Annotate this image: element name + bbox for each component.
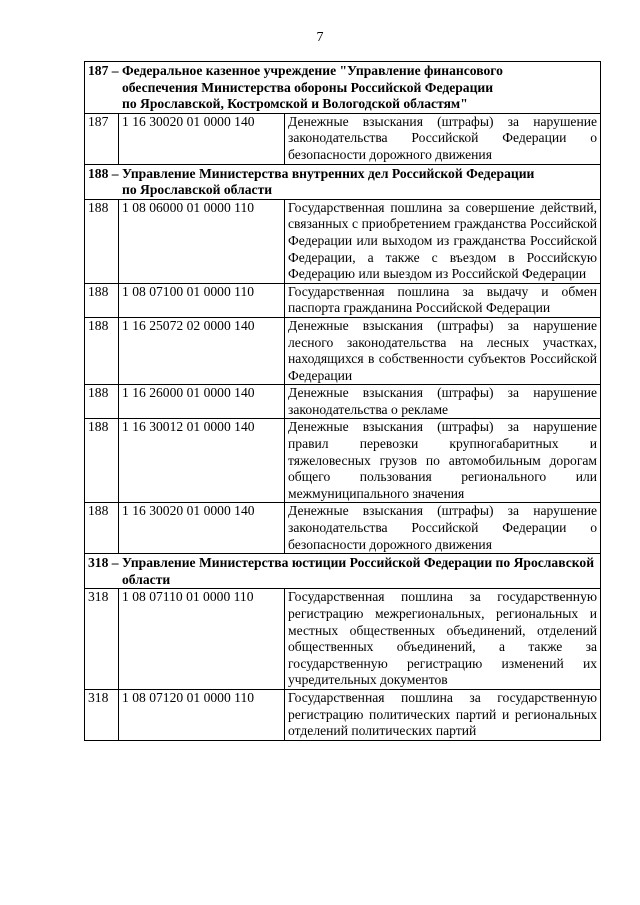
admin-code-cell: 188: [85, 503, 119, 554]
table-row: [85, 385, 601, 419]
admin-code-cell: 188: [85, 199, 119, 283]
section-heading-line: обеспечения Министерства обороны Российской Федерации: [122, 79, 494, 95]
description-cell: Денежные взыскания (штрафы) за нарушение лесного законодательства на лесных участках, находящихся в собственности субъектов Российской Федерации: [285, 317, 601, 384]
kbk-cell: 1 08 07120 01 0000 110: [119, 689, 285, 740]
admin-code-cell: 188: [85, 283, 119, 317]
admin-code-cell: 188: [85, 317, 119, 384]
section-header-187: [85, 62, 601, 114]
admin-code-cell: 188: [85, 385, 119, 419]
section-heading: [85, 554, 601, 589]
table-row: [85, 199, 601, 283]
table-row: [85, 503, 601, 554]
section-heading: [85, 62, 601, 114]
section-heading-line: 318 – Управление Министерства юстиции Российской Федерации по Ярославской области: [88, 555, 595, 587]
admin-code-cell: 188: [85, 419, 119, 503]
kbk-cell: 1 16 26000 01 0000 140: [119, 385, 285, 419]
section-heading-line: по Ярославской области: [122, 182, 273, 198]
description-cell: Государственная пошлина за государственную регистрацию политических партий и региональных отделений политических партий: [285, 689, 601, 740]
section-heading-line: 187 – Федеральное казенное учреждение "Управление финансового: [88, 63, 503, 78]
section-heading-line: 188 – Управление Министерства внутренних дел Российской Федерации: [88, 165, 535, 181]
kbk-cell: 1 16 25072 02 0000 140: [119, 317, 285, 384]
kbk-cell: 1 08 07100 01 0000 110: [119, 283, 285, 317]
table-row: [85, 419, 601, 503]
section-heading: [85, 164, 601, 199]
kbk-cell: 1 16 30020 01 0000 140: [119, 503, 285, 554]
kbk-cell: 1 16 30012 01 0000 140: [119, 419, 285, 503]
page-number: 7: [316, 30, 324, 45]
description-cell: Денежные взыскания (штрафы) за нарушение законодательства Российской Федерации о безопасности дорожного движения: [285, 503, 601, 554]
admin-code-cell: 318: [85, 689, 119, 740]
description-cell: Государственная пошлина за государственную регистрацию межрегиональных, региональных и местных общественных объединений, отделений общественных объединений, а также за государственную регистрацию изменений их учредительных документов: [285, 589, 601, 690]
table-row: [85, 317, 601, 384]
table-row: [85, 113, 601, 164]
table-row: [85, 283, 601, 317]
table-row: [85, 589, 601, 690]
description-cell: Государственная пошлина за выдачу и обмен паспорта гражданина Российской Федерации: [285, 283, 601, 317]
admin-code-cell: 318: [85, 589, 119, 690]
description-cell: Денежные взыскания (штрафы) за нарушение законодательства о рекламе: [285, 385, 601, 419]
kbk-cell: 1 16 30020 01 0000 140: [119, 113, 285, 164]
description-cell: Государственная пошлина за совершение действий, связанных с приобретением гражданства Российской Федерации или выходом из гражданства Российской Федерации, а также с въездом в Российскую Федерацию или выездом из Российской Федерации: [285, 199, 601, 283]
table-row: [85, 689, 601, 740]
section-heading-line: по Ярославской, Костромской и Вологодской областям": [122, 96, 468, 112]
section-header-318: [85, 554, 601, 589]
budget-revenue-table: [84, 61, 601, 741]
admin-code-cell: 187: [85, 113, 119, 164]
kbk-cell: 1 08 07110 01 0000 110: [119, 589, 285, 690]
description-cell: Денежные взыскания (штрафы) за нарушение законодательства Российской Федерации о безопасности дорожного движения: [285, 113, 601, 164]
section-header-188: [85, 164, 601, 199]
kbk-cell: 1 08 06000 01 0000 110: [119, 199, 285, 283]
description-cell: Денежные взыскания (штрафы) за нарушение правил перевозки крупногабаритных и тяжеловесных грузов по автомобильным дорогам общего пользования регионального или межмуниципального значения: [285, 419, 601, 503]
